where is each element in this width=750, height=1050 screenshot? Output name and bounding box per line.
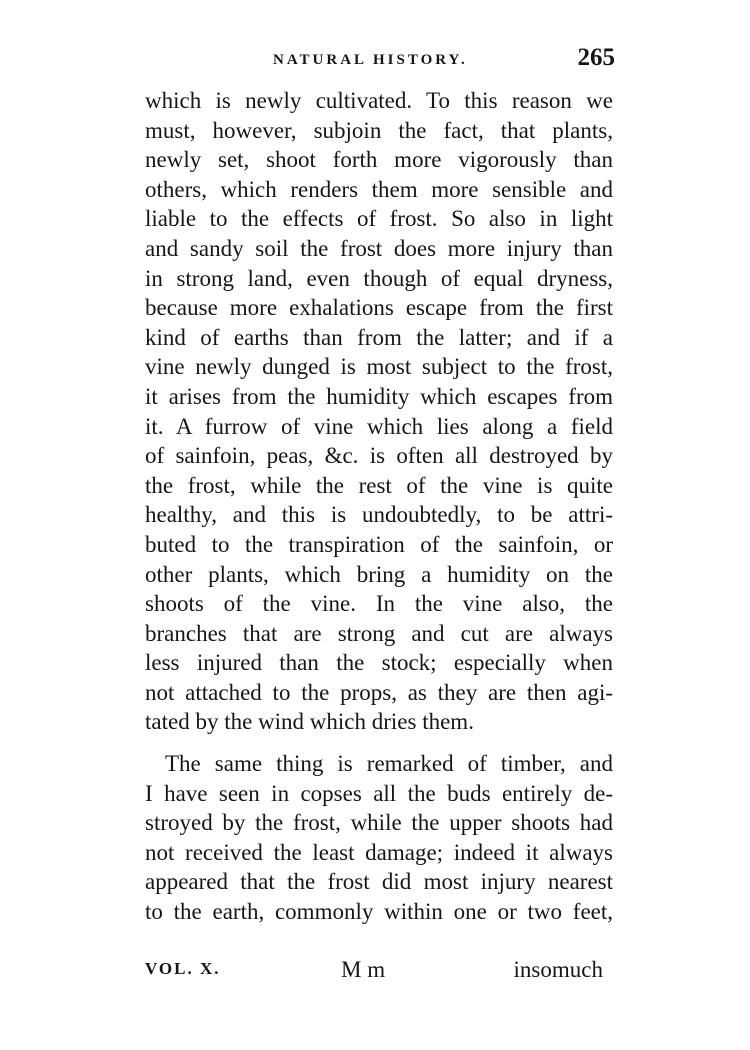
text-line: vine newly dunged is most subject to the frost, xyxy=(145,354,613,380)
text-line: newly set, shoot forth more vigorously than xyxy=(145,147,613,173)
text-line: tated by the wind which dries them. xyxy=(145,709,474,735)
text-line: it. A furrow of vine which lies along a field xyxy=(145,413,613,439)
text-line: of sainfoin, peas, &c. is often all destroyed by xyxy=(145,443,613,469)
page-footer xyxy=(145,957,613,987)
text-line: I have seen in copses all the buds entirely de- xyxy=(145,780,613,806)
body-text xyxy=(145,86,613,927)
text-line: kind of earths than from the latter; and if a xyxy=(145,324,613,350)
text-line: others, which renders them more sensible and xyxy=(145,176,613,202)
page-number: 265 xyxy=(577,44,615,71)
text-line: buted to the transpiration of the sainfoin, or xyxy=(145,531,613,557)
text-line: branches that are strong and cut are always xyxy=(145,620,613,646)
paragraph-gap xyxy=(145,737,613,749)
running-title: NATURAL HISTORY. xyxy=(273,52,468,68)
text-line: must, however, subjoin the fact, that plants, xyxy=(145,117,613,143)
text-line: the frost, while the rest of the vine is quite xyxy=(145,472,613,498)
volume-signature: VOL. X. xyxy=(145,959,221,978)
text-line: The same thing is remarked of timber, and xyxy=(165,751,613,777)
text-line: liable to the effects of frost. So also in light xyxy=(145,206,613,232)
catchword: insomuch xyxy=(513,957,603,982)
text-line: not received the least damage; indeed it always xyxy=(145,839,613,865)
text-line: less injured than the stock; especially when xyxy=(145,650,613,676)
text-line: which is newly cultivated. To this reason we xyxy=(145,88,613,113)
running-head xyxy=(145,46,615,80)
text-line: shoots of the vine. In the vine also, the xyxy=(145,591,613,617)
text-line: in strong land, even though of equal dryness, xyxy=(145,265,613,291)
text-line: and sandy soil the frost does more injury than xyxy=(145,235,613,261)
paragraph-2 xyxy=(145,749,613,927)
text-line: healthy, and this is undoubtedly, to be attri- xyxy=(145,502,613,528)
signature-mark: M m xyxy=(341,957,386,982)
text-line: not attached to the props, as they are then agi- xyxy=(145,679,613,705)
text-line: it arises from the humidity which escapes from xyxy=(145,383,613,409)
text-line: other plants, which bring a humidity on the xyxy=(145,561,613,587)
text-line: appeared that the frost did most injury nearest xyxy=(145,869,613,895)
text-line: to the earth, commonly within one or two feet, xyxy=(145,899,613,925)
text-line: stroyed by the frost, while the upper shoots had xyxy=(145,810,613,836)
paragraph-1 xyxy=(145,86,613,737)
text-line: because more exhalations escape from the first xyxy=(145,295,613,321)
